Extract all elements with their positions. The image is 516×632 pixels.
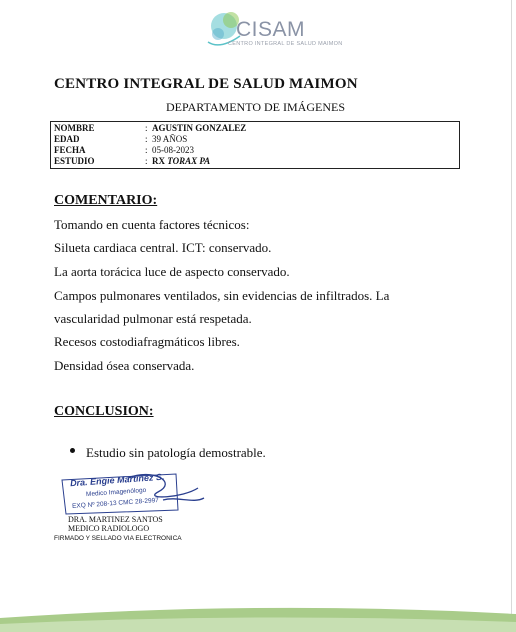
logo-tagline: CENTRO INTEGRAL DE SALUD MAIMON (228, 41, 343, 47)
conclusion-item: Estudio sin patología demostrable. (86, 445, 266, 460)
comment-line: vascularidad pulmonar está respetada. (54, 311, 252, 326)
age-value: 39 AÑOS (152, 134, 188, 144)
comment-line: Silueta cardiaca central. ICT: conservado. (54, 240, 272, 255)
study-value (152, 156, 210, 167)
date-label: FECHA (54, 145, 86, 155)
name-value: AGUSTIN GONZALEZ (152, 123, 247, 133)
stamp-role: Medico Imagenólogo (85, 486, 147, 499)
separator: : (145, 156, 148, 166)
name-label: NOMBRE (54, 123, 95, 133)
separator: : (145, 134, 148, 144)
conclusion-heading: CONCLUSION: (54, 404, 154, 419)
signer-title: MEDICO RADIOLOGO (68, 524, 150, 533)
stamp-registration: EXQ Nº 208-13 CMC 28-2997 (71, 496, 160, 511)
age-label: EDAD (54, 134, 80, 144)
patient-info-box (50, 121, 460, 169)
signature-note: FIRMADO Y SELLADO VIA ELECTRONICA (54, 535, 182, 542)
study-label: ESTUDIO (54, 156, 95, 166)
comment-line: Tomando en cuenta factores técnicos: (54, 217, 250, 232)
comment-line: La aorta torácica luce de aspecto conservado. (54, 264, 290, 279)
footer-wave-decoration (0, 592, 516, 632)
study-value-rest: TORAX PA (167, 156, 211, 166)
separator: : (145, 123, 148, 133)
separator: : (145, 145, 148, 155)
date-value: 05-08-2023 (152, 145, 194, 155)
department-subtitle: DEPARTAMENTO DE IMÁGENES (166, 100, 345, 114)
signer-name: DRA. MARTINEZ SANTOS (68, 515, 163, 524)
comment-line: Recesos costodiafragmáticos libres. (54, 334, 240, 349)
comment-line: Campos pulmonares ventilados, sin evidencias de infiltrados. La (54, 288, 390, 303)
page-title: CENTRO INTEGRAL DE SALUD MAIMON (54, 76, 358, 92)
comment-heading: COMENTARIO: (54, 193, 158, 208)
logo-wordmark: CISAM (236, 18, 306, 41)
bullet-icon (70, 448, 75, 453)
study-value-prefix: RX (152, 156, 165, 166)
stamp-doctor-name: Dra. Engie Martinez S. (69, 471, 165, 489)
comment-line: Densidad ósea conservada. (54, 358, 195, 373)
